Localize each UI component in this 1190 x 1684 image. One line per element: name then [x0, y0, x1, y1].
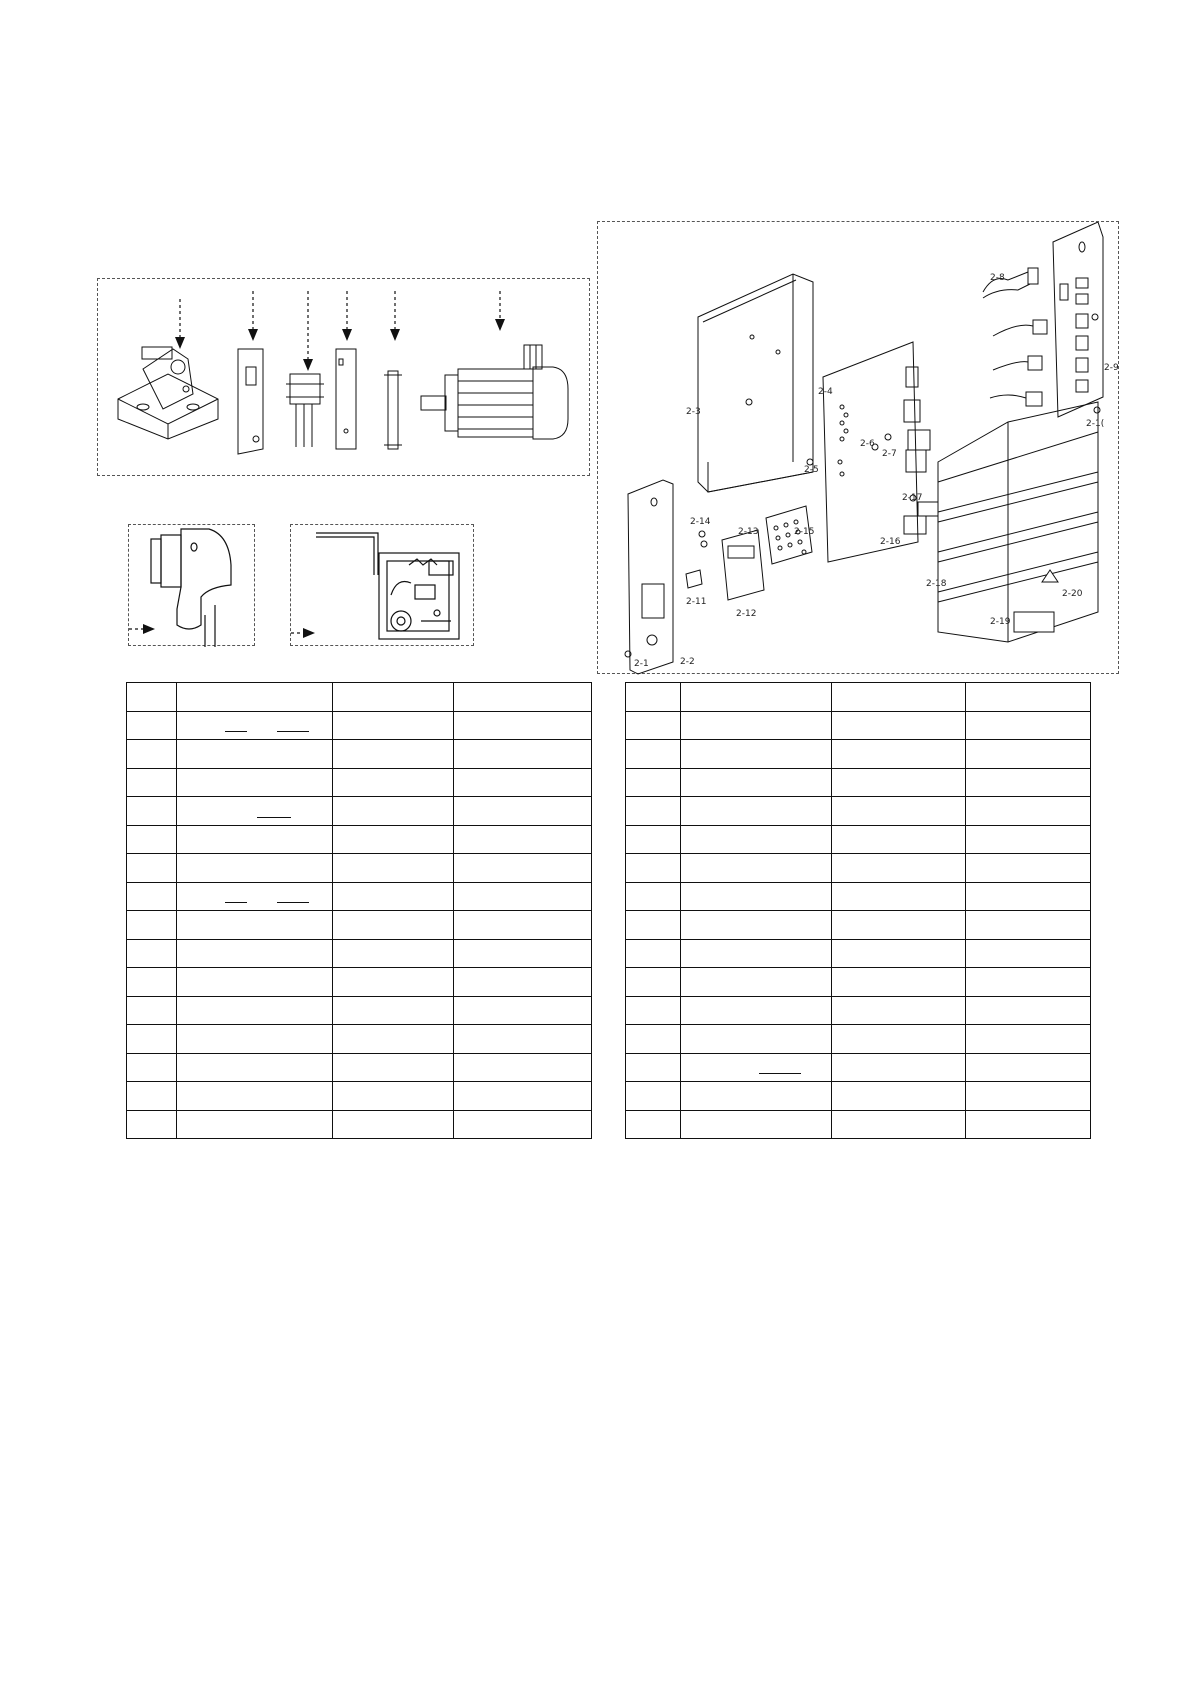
callout-2-6: 2-6 [860, 439, 875, 449]
table-cell [832, 1110, 966, 1139]
table-cell [177, 740, 333, 769]
table-cell [626, 911, 681, 940]
table-cell [626, 939, 681, 968]
table-cell [832, 939, 966, 968]
motor-side-view-frame [128, 524, 255, 646]
table-row [626, 797, 1091, 826]
table-row [127, 797, 592, 826]
callout-2-7: 2-7 [882, 449, 897, 459]
callout-2-16: 2-16 [880, 537, 901, 547]
table-cell [127, 1082, 177, 1111]
table-cell [681, 854, 832, 883]
table-cell [681, 1053, 832, 1082]
table-cell [681, 882, 832, 911]
table-cell [832, 740, 966, 769]
table-cell [681, 740, 832, 769]
table-row [626, 711, 1091, 740]
table-cell [626, 1082, 681, 1111]
table-cell [127, 882, 177, 911]
table-cell [127, 797, 177, 826]
table-cell [681, 1025, 832, 1054]
parts-table-right [625, 682, 1091, 1139]
table-cell [832, 1053, 966, 1082]
table-row [127, 911, 592, 940]
bar-part [336, 349, 356, 449]
underline-mark [257, 817, 291, 818]
table-row [626, 825, 1091, 854]
table-cell [832, 854, 966, 883]
table-cell [681, 968, 832, 997]
exploded-view-drawing [598, 222, 1120, 675]
callout-2-10: 2-1( [1086, 419, 1105, 429]
table-row [626, 1025, 1091, 1054]
table-cell [966, 996, 1091, 1025]
table-cell [333, 825, 454, 854]
table-cell [626, 797, 681, 826]
callout-2-18: 2-18 [926, 579, 947, 589]
table-cell [832, 1025, 966, 1054]
table-cell [177, 768, 333, 797]
table-cell [832, 711, 966, 740]
table-cell [177, 968, 333, 997]
table-cell [626, 768, 681, 797]
brake-assembly-frame [290, 524, 474, 646]
table-cell [454, 854, 592, 883]
table-cell [681, 1082, 832, 1111]
table-cell [626, 740, 681, 769]
table-cell [127, 1053, 177, 1082]
callout-2-3: 2-3 [686, 407, 701, 417]
table-row [127, 711, 592, 740]
circuit-board [823, 342, 930, 562]
table-row [626, 911, 1091, 940]
table-cell [177, 1110, 333, 1139]
table-cell [832, 797, 966, 826]
callout-2-11: 2-11 [686, 597, 707, 607]
underline-mark [277, 731, 309, 732]
table-cell [454, 1082, 592, 1111]
table-cell [333, 683, 454, 712]
table-cell [177, 1082, 333, 1111]
table-cell [966, 768, 1091, 797]
table-cell [832, 825, 966, 854]
table-cell [454, 740, 592, 769]
table-cell [832, 968, 966, 997]
table-cell [177, 1053, 333, 1082]
table-cell [333, 1053, 454, 1082]
display-module [722, 530, 764, 600]
table-cell [681, 825, 832, 854]
table-cell [832, 683, 966, 712]
table-cell [333, 911, 454, 940]
table-cell [966, 1053, 1091, 1082]
table-cell [681, 911, 832, 940]
table-cell [626, 968, 681, 997]
plate-part [238, 349, 263, 454]
heatsink-enclosure [938, 402, 1098, 642]
table-cell [127, 939, 177, 968]
table-cell [832, 768, 966, 797]
table-cell [681, 797, 832, 826]
callout-labels [634, 273, 1119, 669]
table-cell [966, 797, 1091, 826]
table-cell [454, 768, 592, 797]
table-cell [966, 854, 1091, 883]
table-cell [454, 683, 592, 712]
table-cell [626, 711, 681, 740]
table-row [127, 996, 592, 1025]
table-cell [966, 825, 1091, 854]
back-panel [698, 274, 813, 492]
table-row [127, 1082, 592, 1111]
table-cell [626, 683, 681, 712]
table-cell [626, 1110, 681, 1139]
table-cell [681, 768, 832, 797]
table-cell [333, 996, 454, 1025]
servo-motor [421, 345, 568, 439]
table-cell [966, 939, 1091, 968]
table-cell [626, 1025, 681, 1054]
motor-parts-frame [97, 278, 590, 476]
table-cell [127, 740, 177, 769]
rear-io-panel [1053, 222, 1103, 417]
table-cell [127, 911, 177, 940]
thin-bar-part [384, 371, 402, 449]
wire-harness [983, 268, 1047, 406]
table-cell [454, 825, 592, 854]
parts-table-left-body [127, 683, 592, 1139]
table-cell [127, 683, 177, 712]
table-cell [127, 711, 177, 740]
table-row [127, 1110, 592, 1139]
table-row [626, 882, 1091, 911]
callout-2-20: 2-20 [1062, 589, 1083, 599]
table-cell [177, 711, 333, 740]
table-cell [127, 854, 177, 883]
table-cell [832, 882, 966, 911]
callout-2-5: 2-5 [804, 465, 819, 475]
callout-2-2: 2-2 [680, 657, 695, 667]
table-cell [454, 711, 592, 740]
table-cell [333, 768, 454, 797]
table-cell [177, 1025, 333, 1054]
table-cell [681, 711, 832, 740]
table-cell [127, 996, 177, 1025]
table-cell [177, 683, 333, 712]
table-cell [454, 882, 592, 911]
table-cell [681, 996, 832, 1025]
table-cell [127, 1025, 177, 1054]
table-row [127, 1053, 592, 1082]
table-row [127, 825, 592, 854]
table-cell [333, 882, 454, 911]
table-cell [333, 1025, 454, 1054]
motor-parts-drawing [98, 279, 591, 477]
table-row [626, 683, 1091, 712]
table-cell [966, 711, 1091, 740]
table-cell [177, 797, 333, 826]
callout-2-9: 2-9 [1104, 363, 1119, 373]
table-cell [127, 1110, 177, 1139]
table-cell [333, 968, 454, 997]
table-row [626, 768, 1091, 797]
connector-part [286, 374, 324, 447]
callout-2-12: 2-12 [736, 609, 757, 619]
table-cell [454, 996, 592, 1025]
underline-mark [225, 902, 247, 903]
table-cell [177, 911, 333, 940]
table-cell [454, 1110, 592, 1139]
parts-table-right-body [626, 683, 1091, 1139]
mounting-bracket [118, 347, 218, 439]
table-cell [454, 968, 592, 997]
motor-side-drawing [129, 525, 256, 647]
callout-2-1: 2-1 [634, 659, 649, 669]
table-row [626, 1110, 1091, 1139]
table-cell [177, 854, 333, 883]
table-cell [966, 1110, 1091, 1139]
callout-2-8: 2-8 [990, 273, 1005, 283]
table-cell [177, 825, 333, 854]
table-cell [127, 825, 177, 854]
table-cell [127, 968, 177, 997]
table-row [127, 882, 592, 911]
underline-mark [225, 731, 247, 732]
table-cell [626, 882, 681, 911]
table-cell [127, 768, 177, 797]
table-cell [966, 1082, 1091, 1111]
table-row [127, 968, 592, 997]
parts-table-left [126, 682, 592, 1139]
table-cell [832, 911, 966, 940]
underline-mark [277, 902, 309, 903]
callout-2-15: 2-15 [794, 527, 815, 537]
table-row [626, 939, 1091, 968]
table-cell [681, 939, 832, 968]
table-cell [454, 1025, 592, 1054]
table-row [626, 854, 1091, 883]
table-row [127, 683, 592, 712]
table-cell [333, 939, 454, 968]
table-cell [333, 1110, 454, 1139]
table-cell [626, 854, 681, 883]
table-cell [454, 939, 592, 968]
callout-2-17: 2-17 [902, 493, 923, 503]
table-cell [966, 911, 1091, 940]
table-cell [832, 996, 966, 1025]
table-cell [333, 797, 454, 826]
table-row [626, 968, 1091, 997]
table-row [626, 996, 1091, 1025]
table-row [127, 740, 592, 769]
table-cell [966, 968, 1091, 997]
table-cell [626, 996, 681, 1025]
table-cell [177, 882, 333, 911]
table-cell [966, 1025, 1091, 1054]
callout-2-14: 2-14 [690, 517, 711, 527]
front-panel [628, 480, 673, 674]
underline-mark [759, 1073, 801, 1074]
table-row [626, 1053, 1091, 1082]
table-cell [681, 1110, 832, 1139]
table-row [127, 768, 592, 797]
table-cell [681, 683, 832, 712]
brake-assembly-drawing [291, 525, 475, 647]
table-cell [333, 854, 454, 883]
table-row [127, 939, 592, 968]
table-cell [966, 683, 1091, 712]
table-row [626, 740, 1091, 769]
table-cell [333, 711, 454, 740]
table-cell [966, 882, 1091, 911]
table-cell [966, 740, 1091, 769]
callout-2-19: 2-19 [990, 617, 1011, 627]
table-cell [177, 939, 333, 968]
table-cell [454, 797, 592, 826]
table-row [127, 854, 592, 883]
table-row [626, 1082, 1091, 1111]
table-cell [177, 996, 333, 1025]
callout-2-4: 2-4 [818, 387, 833, 397]
callout-2-13: 2-13 [738, 527, 759, 537]
table-cell [832, 1082, 966, 1111]
table-row [127, 1025, 592, 1054]
table-cell [626, 825, 681, 854]
table-cell [333, 1082, 454, 1111]
table-cell [454, 911, 592, 940]
table-cell [454, 1053, 592, 1082]
exploded-view-frame [597, 221, 1119, 674]
table-cell [333, 740, 454, 769]
table-cell [626, 1053, 681, 1082]
